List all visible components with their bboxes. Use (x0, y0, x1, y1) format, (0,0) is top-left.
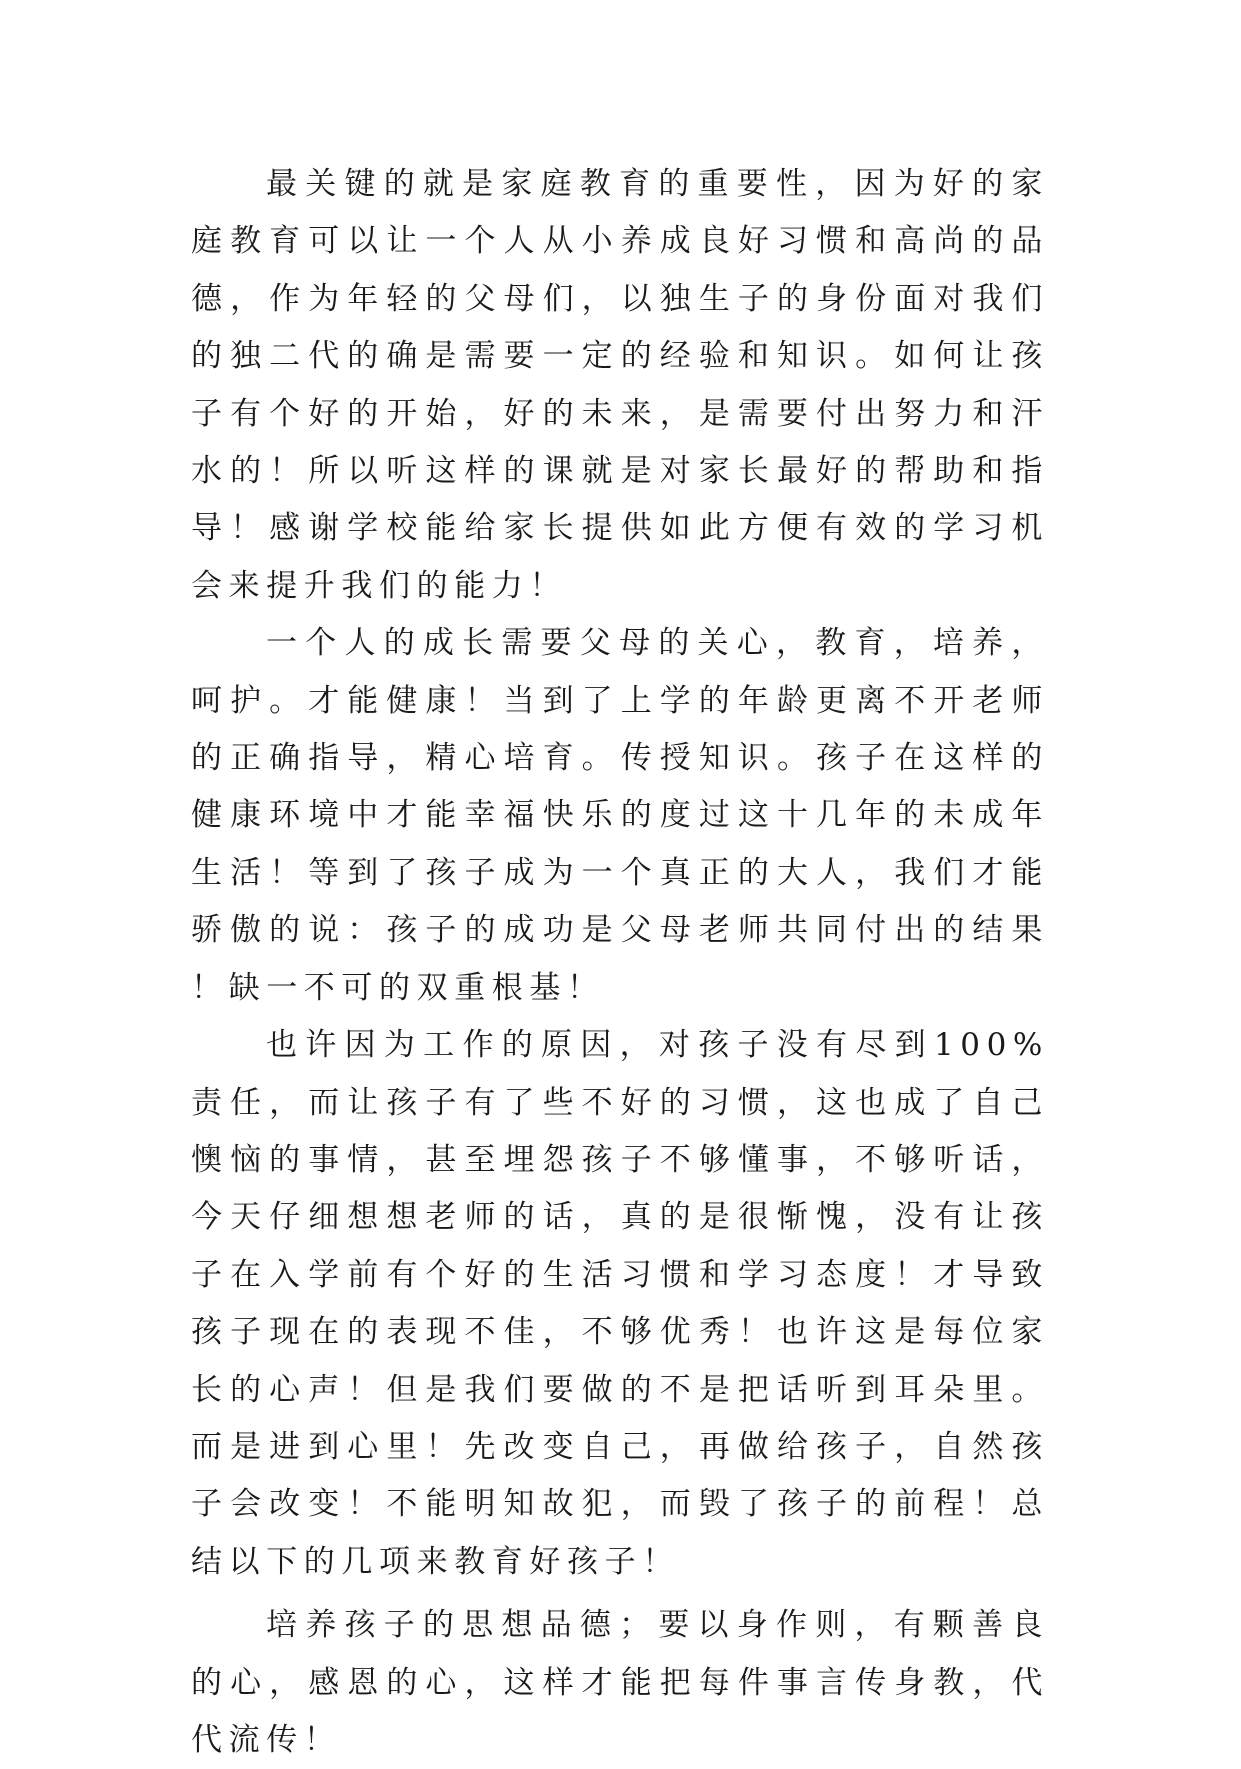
paragraph-child-growth: 一个人的成长需要父母的关心，教育，培养，呵护。才能健康！当到了上学的年龄更离不开老师的正确指导，精心培育。传授知识。孩子在这样的健康环境中才能幸福快乐的度过这十几年的未成年生活！等到了孩子成为一个真正的大人，我们才能骄傲的说：孩子的成功是父母老师共同付出的结果！缺一不可的双重根基！ (191, 625, 1049, 1006)
document-body (191, 156, 1049, 1769)
paragraph-parent-reflection: 也许因为工作的原因，对孩子没有尽到100%责任，而让孩子有了些不好的习惯，这也成了自己懊恼的事情，甚至埋怨孩子不够懂事，不够听话，今天仔细想想老师的话，真的是很惭愧，没有让孩子在入学前有个好的生活习惯和学习态度！才导致孩子现在的表现不佳，不够优秀！也许这是每位家长的心声！但是我们要做的不是把话听到耳朵里。而是进到心里！先改变自己，再做给孩子，自然孩子会改变！不能明知故犯，而毁了孩子的前程！总结以下的几项来教育好孩子！ (191, 1027, 1049, 1580)
paragraph-moral-character: 培养孩子的思想品德；要以身作则，有颗善良的心，感恩的心，这样才能把每件事言传身教，代代流传！ (191, 1607, 1049, 1758)
paragraph-family-education: 最关键的就是家庭教育的重要性，因为好的家庭教育可以让一个人从小养成良好习惯和高尚的品德，作为年轻的父母们，以独生子的身份面对我们的独二代的确是需要一定的经验和知识。如何让孩子有个好的开始，好的未来，是需要付出努力和汗水的！所以听这样的课就是对家长最好的帮助和指导！感谢学校能给家长提供如此方便有效的学习机会来提升我们的能力！ (191, 166, 1049, 604)
